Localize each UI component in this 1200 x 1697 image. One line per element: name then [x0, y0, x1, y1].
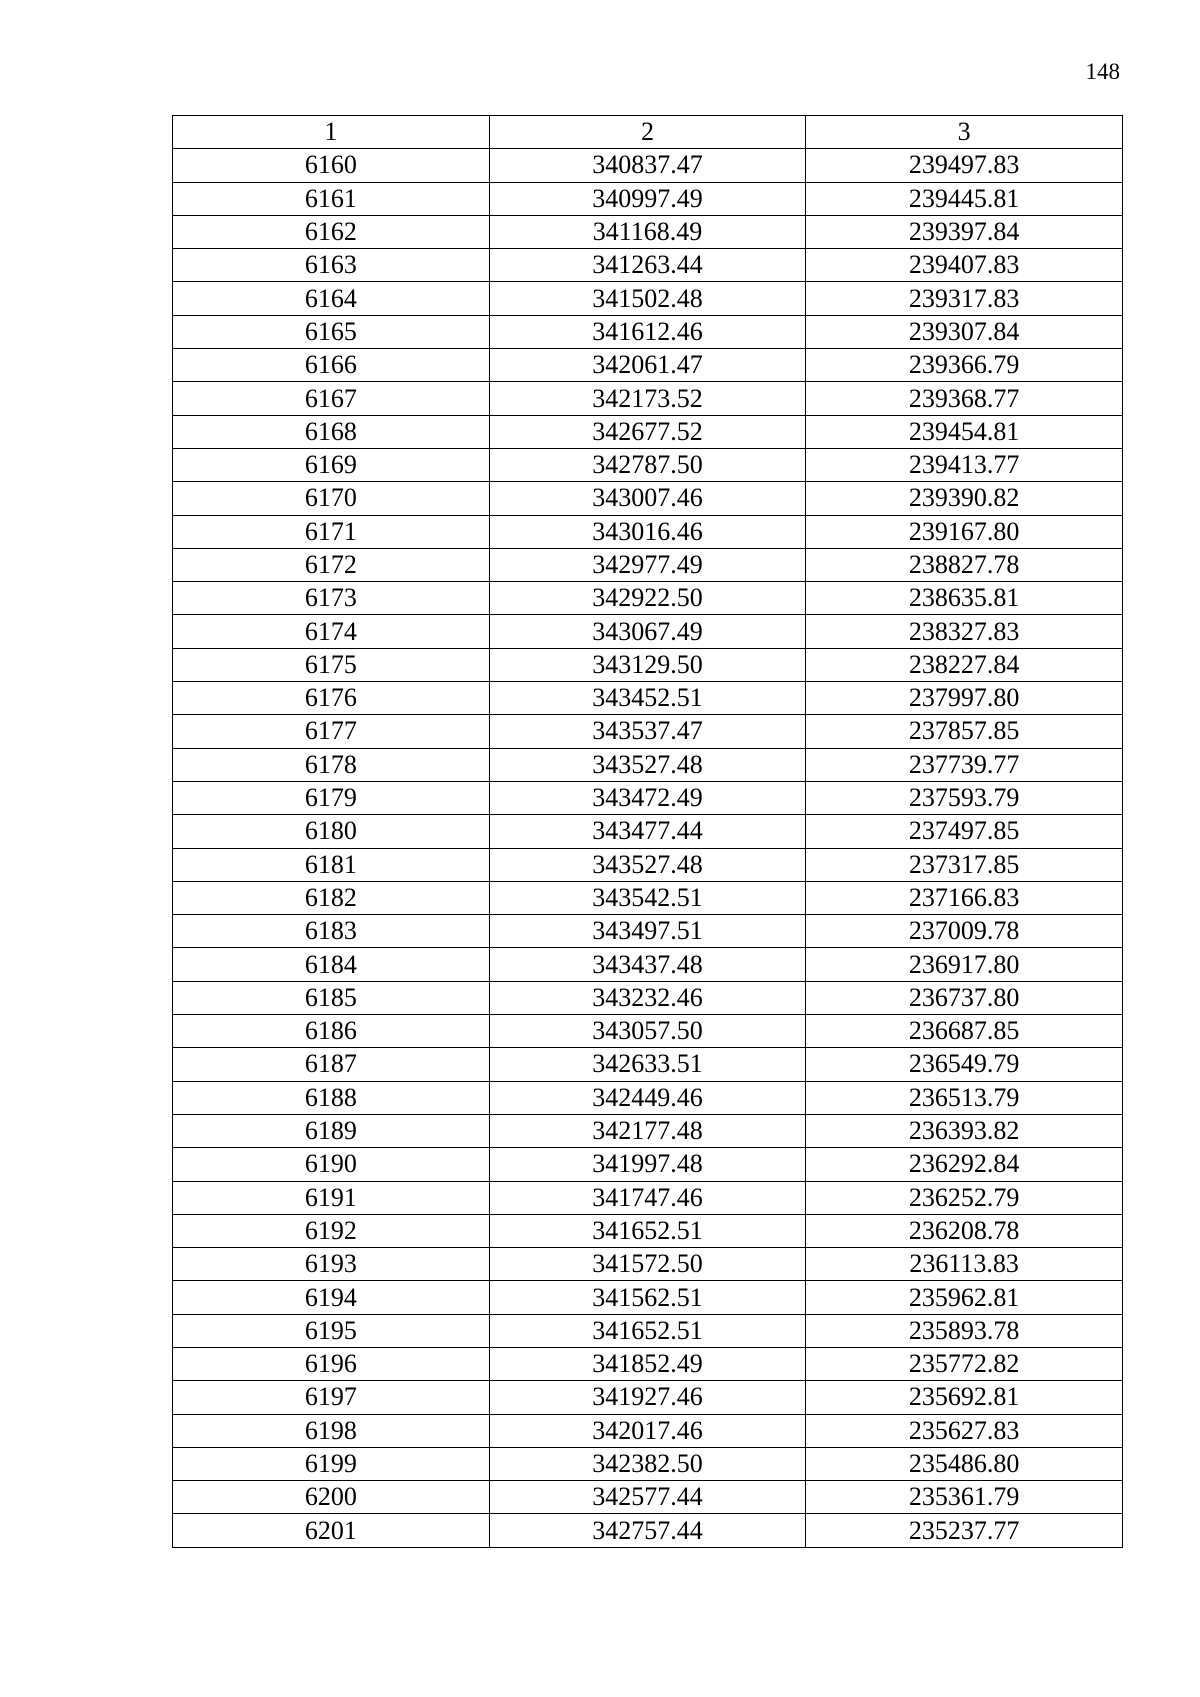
y-coordinate-cell: 235627.83	[806, 1414, 1123, 1447]
y-coordinate-cell: 235237.77	[806, 1514, 1123, 1547]
table-row	[173, 282, 1123, 315]
y-coordinate-cell: 237593.79	[806, 781, 1123, 814]
table-row	[173, 315, 1123, 348]
point-number-cell: 6180	[173, 815, 490, 848]
point-number-cell: 6190	[173, 1148, 490, 1181]
table-row	[173, 1181, 1123, 1214]
y-coordinate-cell: 238227.84	[806, 648, 1123, 681]
table-row	[173, 215, 1123, 248]
x-coordinate-cell: 341652.51	[489, 1214, 806, 1247]
point-number-cell: 6182	[173, 881, 490, 914]
point-number-cell: 6176	[173, 682, 490, 715]
y-coordinate-cell: 237997.80	[806, 682, 1123, 715]
point-number-cell: 6192	[173, 1214, 490, 1247]
table-row	[173, 1314, 1123, 1347]
table-row	[173, 948, 1123, 981]
point-number-cell: 6197	[173, 1381, 490, 1414]
column-header-3: 3	[806, 116, 1123, 149]
table-row	[173, 815, 1123, 848]
x-coordinate-cell: 343067.49	[489, 615, 806, 648]
y-coordinate-cell: 237739.77	[806, 748, 1123, 781]
point-number-cell: 6173	[173, 582, 490, 615]
table-row	[173, 748, 1123, 781]
point-number-cell: 6178	[173, 748, 490, 781]
table-row	[173, 682, 1123, 715]
point-number-cell: 6164	[173, 282, 490, 315]
point-number-cell: 6196	[173, 1347, 490, 1380]
y-coordinate-cell: 236513.79	[806, 1081, 1123, 1114]
y-coordinate-cell: 235692.81	[806, 1381, 1123, 1414]
y-coordinate-cell: 239407.83	[806, 249, 1123, 282]
table-row	[173, 1114, 1123, 1147]
y-coordinate-cell: 238327.83	[806, 615, 1123, 648]
x-coordinate-cell: 342449.46	[489, 1081, 806, 1114]
y-coordinate-cell: 236687.85	[806, 1015, 1123, 1048]
point-number-cell: 6162	[173, 215, 490, 248]
x-coordinate-cell: 341502.48	[489, 282, 806, 315]
y-coordinate-cell: 239317.83	[806, 282, 1123, 315]
x-coordinate-cell: 343437.48	[489, 948, 806, 981]
point-number-cell: 6161	[173, 182, 490, 215]
x-coordinate-cell: 343452.51	[489, 682, 806, 715]
y-coordinate-cell: 239497.83	[806, 149, 1123, 182]
point-number-cell: 6177	[173, 715, 490, 748]
x-coordinate-cell: 341652.51	[489, 1314, 806, 1347]
point-number-cell: 6165	[173, 315, 490, 348]
table-row	[173, 149, 1123, 182]
x-coordinate-cell: 342173.52	[489, 382, 806, 415]
x-coordinate-cell: 340997.49	[489, 182, 806, 215]
x-coordinate-cell: 342677.52	[489, 415, 806, 448]
table-row	[173, 1481, 1123, 1514]
table-row	[173, 382, 1123, 415]
x-coordinate-cell: 343232.46	[489, 981, 806, 1014]
column-header-2: 2	[489, 116, 806, 149]
table-row	[173, 1447, 1123, 1480]
x-coordinate-cell: 342787.50	[489, 448, 806, 481]
table-row	[173, 448, 1123, 481]
table-row	[173, 482, 1123, 515]
y-coordinate-cell: 235772.82	[806, 1347, 1123, 1380]
x-coordinate-cell: 343007.46	[489, 482, 806, 515]
point-number-cell: 6179	[173, 781, 490, 814]
point-number-cell: 6174	[173, 615, 490, 648]
y-coordinate-cell: 235361.79	[806, 1481, 1123, 1514]
y-coordinate-cell: 238635.81	[806, 582, 1123, 615]
point-number-cell: 6172	[173, 548, 490, 581]
table-row	[173, 1015, 1123, 1048]
x-coordinate-cell: 343497.51	[489, 915, 806, 948]
y-coordinate-cell: 239167.80	[806, 515, 1123, 548]
x-coordinate-cell: 343129.50	[489, 648, 806, 681]
table-row	[173, 781, 1123, 814]
y-coordinate-cell: 235962.81	[806, 1281, 1123, 1314]
y-coordinate-cell: 236252.79	[806, 1181, 1123, 1214]
table-row	[173, 249, 1123, 282]
point-number-cell: 6175	[173, 648, 490, 681]
x-coordinate-cell: 342061.47	[489, 349, 806, 382]
y-coordinate-cell: 239307.84	[806, 315, 1123, 348]
table-row	[173, 515, 1123, 548]
x-coordinate-cell: 341927.46	[489, 1381, 806, 1414]
y-coordinate-cell: 239445.81	[806, 182, 1123, 215]
x-coordinate-cell: 341572.50	[489, 1248, 806, 1281]
table-row	[173, 1414, 1123, 1447]
point-number-cell: 6167	[173, 382, 490, 415]
y-coordinate-cell: 236393.82	[806, 1114, 1123, 1147]
point-number-cell: 6168	[173, 415, 490, 448]
table-row	[173, 715, 1123, 748]
table-row	[173, 1148, 1123, 1181]
point-number-cell: 6181	[173, 848, 490, 881]
table-row	[173, 1081, 1123, 1114]
x-coordinate-cell: 343542.51	[489, 881, 806, 914]
point-number-cell: 6193	[173, 1248, 490, 1281]
table-body	[173, 149, 1123, 1547]
table-row	[173, 1381, 1123, 1414]
y-coordinate-cell: 236737.80	[806, 981, 1123, 1014]
table-row	[173, 1248, 1123, 1281]
point-number-cell: 6170	[173, 482, 490, 515]
point-number-cell: 6191	[173, 1181, 490, 1214]
y-coordinate-cell: 236208.78	[806, 1214, 1123, 1247]
x-coordinate-cell: 341612.46	[489, 315, 806, 348]
x-coordinate-cell: 343537.47	[489, 715, 806, 748]
table-row	[173, 1048, 1123, 1081]
point-number-cell: 6171	[173, 515, 490, 548]
x-coordinate-cell: 343472.49	[489, 781, 806, 814]
y-coordinate-cell: 235893.78	[806, 1314, 1123, 1347]
x-coordinate-cell: 341562.51	[489, 1281, 806, 1314]
y-coordinate-cell: 237857.85	[806, 715, 1123, 748]
x-coordinate-cell: 342177.48	[489, 1114, 806, 1147]
column-header-1: 1	[173, 116, 490, 149]
point-number-cell: 6194	[173, 1281, 490, 1314]
y-coordinate-cell: 237009.78	[806, 915, 1123, 948]
table-row	[173, 182, 1123, 215]
table-row	[173, 1281, 1123, 1314]
x-coordinate-cell: 341168.49	[489, 215, 806, 248]
table-row	[173, 548, 1123, 581]
table-row	[173, 615, 1123, 648]
table-header	[173, 116, 1123, 149]
y-coordinate-cell: 237317.85	[806, 848, 1123, 881]
table-row	[173, 881, 1123, 914]
page-number: 148	[1085, 59, 1120, 84]
x-coordinate-cell: 343477.44	[489, 815, 806, 848]
x-coordinate-cell: 341747.46	[489, 1181, 806, 1214]
x-coordinate-cell: 342017.46	[489, 1414, 806, 1447]
point-number-cell: 6163	[173, 249, 490, 282]
x-coordinate-cell: 343016.46	[489, 515, 806, 548]
x-coordinate-cell: 343057.50	[489, 1015, 806, 1048]
x-coordinate-cell: 341263.44	[489, 249, 806, 282]
x-coordinate-cell: 341852.49	[489, 1347, 806, 1380]
table-row	[173, 1214, 1123, 1247]
y-coordinate-cell: 239366.79	[806, 349, 1123, 382]
point-number-cell: 6186	[173, 1015, 490, 1048]
point-number-cell: 6184	[173, 948, 490, 981]
y-coordinate-cell: 236113.83	[806, 1248, 1123, 1281]
y-coordinate-cell: 238827.78	[806, 548, 1123, 581]
y-coordinate-cell: 239397.84	[806, 215, 1123, 248]
x-coordinate-cell: 342633.51	[489, 1048, 806, 1081]
table-row	[173, 848, 1123, 881]
y-coordinate-cell: 239368.77	[806, 382, 1123, 415]
point-number-cell: 6189	[173, 1114, 490, 1147]
point-number-cell: 6187	[173, 1048, 490, 1081]
x-coordinate-cell: 341997.48	[489, 1148, 806, 1181]
table-row	[173, 582, 1123, 615]
x-coordinate-cell: 343527.48	[489, 748, 806, 781]
point-number-cell: 6198	[173, 1414, 490, 1447]
point-number-cell: 6160	[173, 149, 490, 182]
table-row	[173, 915, 1123, 948]
x-coordinate-cell: 342922.50	[489, 582, 806, 615]
table-row	[173, 648, 1123, 681]
y-coordinate-cell: 236292.84	[806, 1148, 1123, 1181]
point-number-cell: 6183	[173, 915, 490, 948]
x-coordinate-cell: 342382.50	[489, 1447, 806, 1480]
point-number-cell: 6185	[173, 981, 490, 1014]
y-coordinate-cell: 237166.83	[806, 881, 1123, 914]
y-coordinate-cell: 237497.85	[806, 815, 1123, 848]
y-coordinate-cell: 239413.77	[806, 448, 1123, 481]
point-number-cell: 6169	[173, 448, 490, 481]
header-row	[173, 116, 1123, 149]
y-coordinate-cell: 236549.79	[806, 1048, 1123, 1081]
x-coordinate-cell: 340837.47	[489, 149, 806, 182]
x-coordinate-cell: 342977.49	[489, 548, 806, 581]
point-number-cell: 6199	[173, 1447, 490, 1480]
point-number-cell: 6200	[173, 1481, 490, 1514]
table-row	[173, 981, 1123, 1014]
table-row	[173, 415, 1123, 448]
coordinates-table	[172, 115, 1123, 1548]
x-coordinate-cell: 342757.44	[489, 1514, 806, 1547]
table-row	[173, 349, 1123, 382]
point-number-cell: 6201	[173, 1514, 490, 1547]
y-coordinate-cell: 236917.80	[806, 948, 1123, 981]
table-row	[173, 1347, 1123, 1380]
point-number-cell: 6166	[173, 349, 490, 382]
table-row	[173, 1514, 1123, 1547]
x-coordinate-cell: 343527.48	[489, 848, 806, 881]
y-coordinate-cell: 235486.80	[806, 1447, 1123, 1480]
x-coordinate-cell: 342577.44	[489, 1481, 806, 1514]
y-coordinate-cell: 239454.81	[806, 415, 1123, 448]
point-number-cell: 6188	[173, 1081, 490, 1114]
y-coordinate-cell: 239390.82	[806, 482, 1123, 515]
point-number-cell: 6195	[173, 1314, 490, 1347]
